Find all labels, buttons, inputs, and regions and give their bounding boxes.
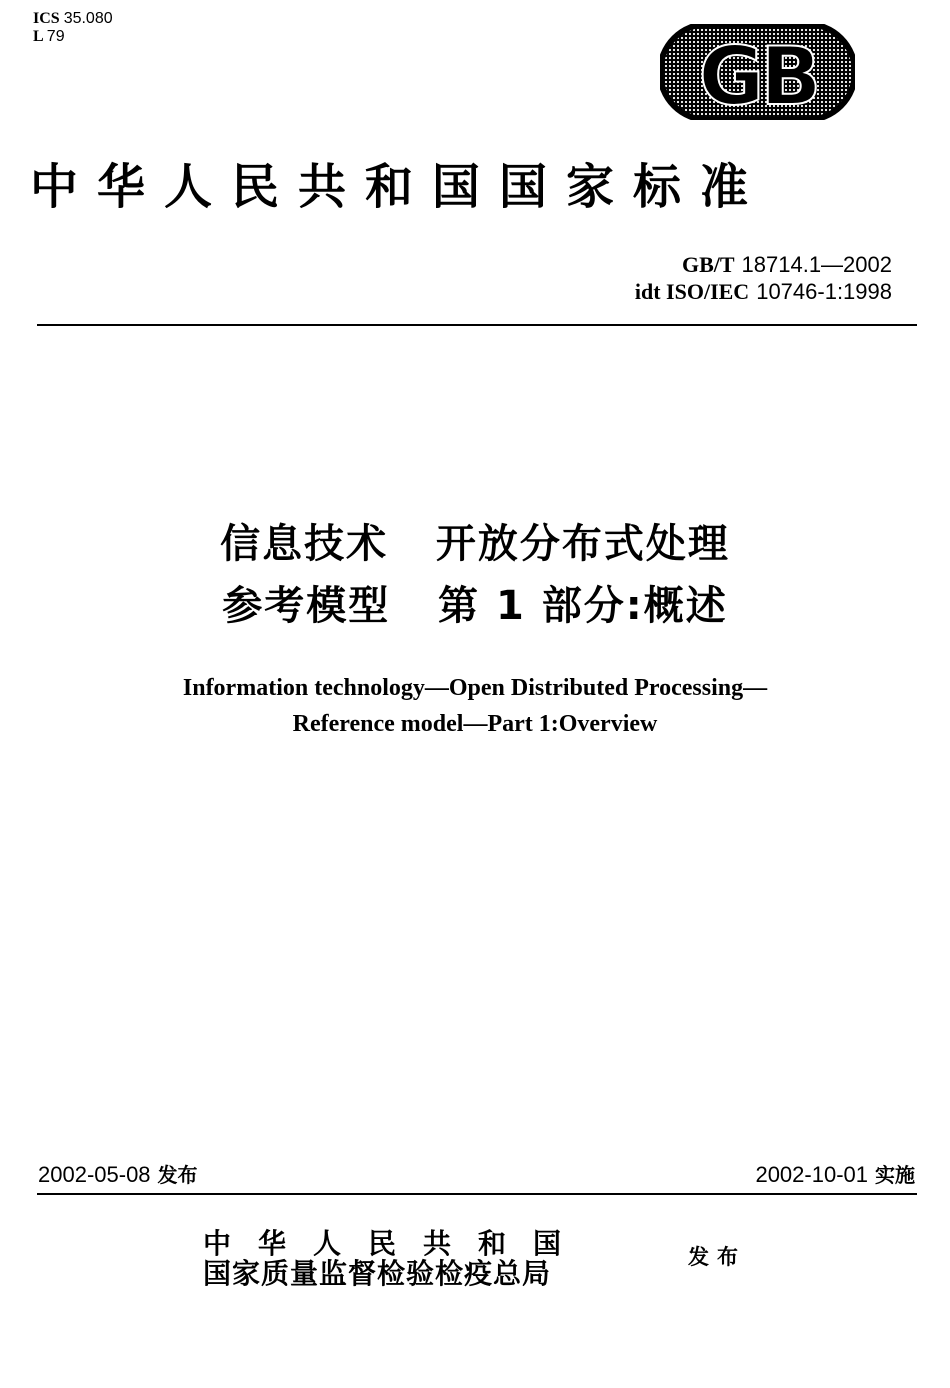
issue-date-block: [38, 1160, 198, 1191]
equivalence-value: 10746-1:1998: [756, 279, 892, 304]
publisher-suffix: 发布: [688, 1244, 746, 1269]
ics-code: 35.080: [63, 10, 113, 27]
issue-date: 2002-05-08: [38, 1162, 151, 1187]
ics-label: ICS: [33, 10, 60, 27]
publisher-line2: 国家质量监督检验检疫总局: [203, 1257, 552, 1290]
effective-date: 2002-10-01: [755, 1162, 868, 1187]
english-title-line1: Information technology—Open Distributed Processing—: [182, 675, 768, 701]
class-code: 79: [46, 28, 65, 45]
main-title: 中华人民共和国国家标准: [30, 159, 768, 215]
publisher-line1: 中华人民共和国: [203, 1227, 589, 1260]
ics-line: [33, 10, 113, 28]
top-divider: [37, 324, 917, 326]
standard-number-value: 18714.1—2002: [741, 252, 892, 277]
english-title-line2: Reference model—Part 1:Overview: [292, 711, 658, 737]
logo-text: GB: [698, 30, 818, 120]
standard-number-line: [635, 252, 892, 279]
issue-label: 发布: [157, 1163, 198, 1187]
effective-label: 实施: [875, 1163, 915, 1187]
standard-number-block: [635, 252, 892, 306]
bottom-divider: [37, 1193, 917, 1195]
standard-number-label: GB/T: [681, 252, 735, 277]
equivalence-line: [635, 279, 892, 306]
chinese-title-line1: 信息技术 开放分布式处理: [220, 521, 730, 567]
classification-block: [33, 10, 113, 46]
class-label: L: [33, 28, 43, 45]
gb-logo: [660, 24, 855, 120]
class-line: [33, 28, 113, 46]
chinese-title-line2: 参考模型 第 1 部分:概述: [222, 583, 728, 629]
equivalence-label: idt ISO/IEC: [634, 279, 750, 304]
effective-date-block: [755, 1160, 915, 1191]
